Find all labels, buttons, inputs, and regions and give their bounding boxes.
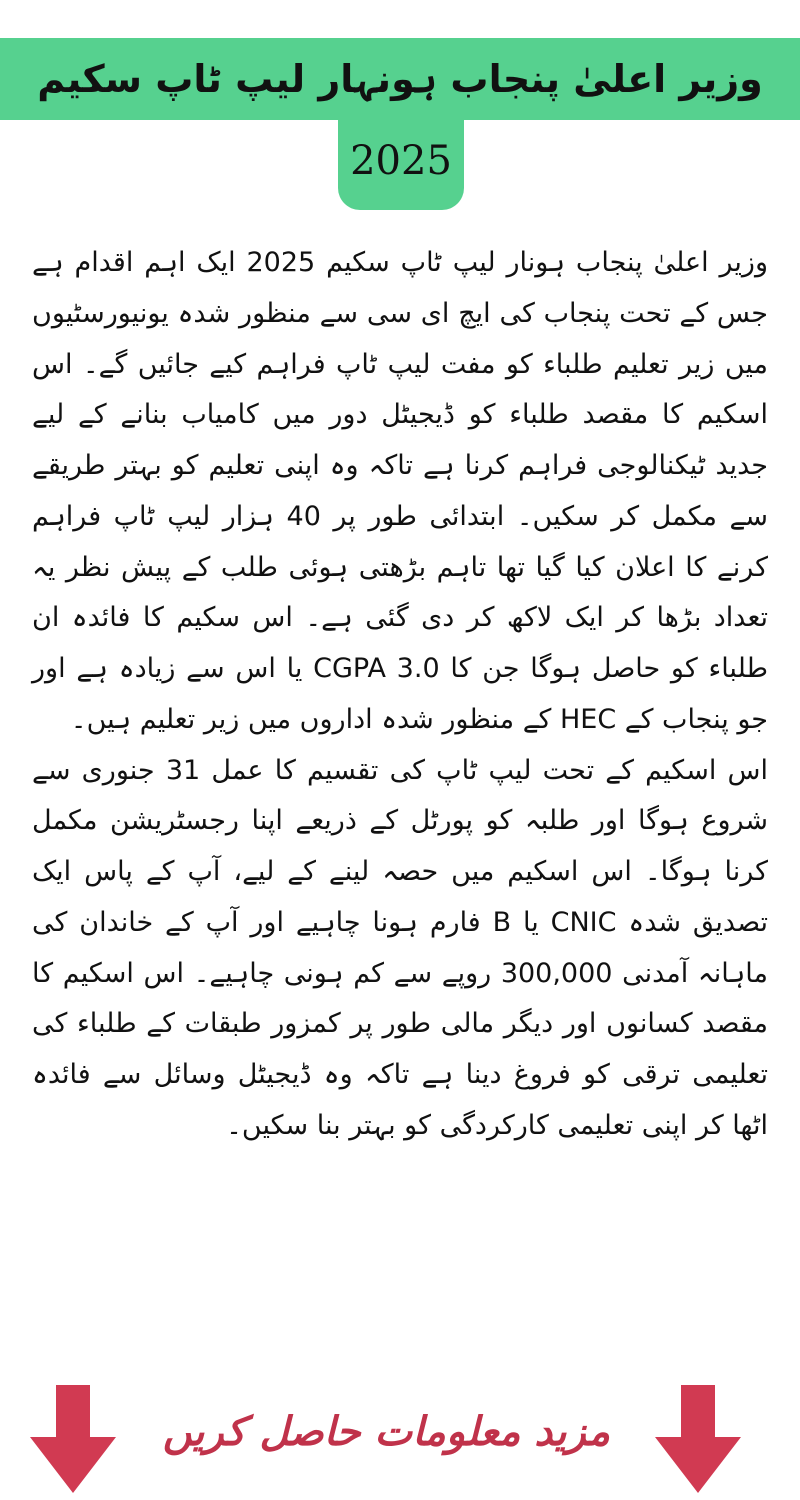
arrow-down-icon [655,1385,741,1493]
page-title-year: 2025 [350,138,452,184]
page-title: وزیر اعلیٰ پنجاب ہونہار لیپ ٹاپ سکیم [37,57,763,101]
title-banner [0,38,800,120]
more-info-link[interactable]: مزید معلومات حاصل کریں [162,1408,610,1455]
paragraph-2: اس اسکیم کے تحت لیپ ٹاپ کی تقسیم کا عمل 31 جنوری سے شروع ہوگا اور طلبہ کو پورٹل کے ذریعے اپنا رجسٹریشن مکمل کرنا ہوگا۔ اس اسکیم میں حصہ لینے کے لیے، آپ کے پاس ایک تصدیق شدہ CNIC یا B فارم ہونا چاہیے اور آپ کے خاندان کی ماہانہ آمدنی 300,000 روپے سے کم ہونی چاہیے۔ اس اسکیم کا مقصد کسانوں اور دیگر مالی طور پر کمزور طبقات کے طلباء کی تعلیمی ترقی کو فروغ دینا ہے تاکہ وہ ڈیجیٹل وسائل سے فائدہ اٹھا کر اپنی تعلیمی کارکردگی کو بہتر بنا سکیں۔ [32,754,769,1141]
arrow-down-icon [30,1385,116,1493]
paragraph-1: وزیر اعلیٰ پنجاب ہونار لیپ ٹاپ سکیم 2025 ایک اہم اقدام ہے جس کے تحت پنجاب کی ایچ ای سی سے منظور شدہ یونیورسٹیوں میں زیر تعلیم طلباء کو مفت لیپ ٹاپ فراہم کیے جائیں گے۔ اس اسکیم کا مقصد طلباء کو ڈیجیٹل دور میں کامیاب بنانے کے لیے جدید ٹیکنالوجی فراہم کرنا ہے تاکہ وہ اپنی تعلیم کو بہتر طریقے سے مکمل کر سکیں۔ ابتدائی طور پر 40 ہزار لیپ ٹاپ فراہم کرنے کا اعلان کیا گیا تھا تاہم بڑھتی ہوئی طلب کے پیش نظر یہ تعداد بڑھا کر ایک لاکھ کر دی گئی ہے۔ اس سکیم کا فائدہ ان طلباء کو حاصل ہوگا جن کا CGPA 3.0 یا اس سے زیادہ ہے اور جو پنجاب کے HEC کے منظور شدہ اداروں میں زیر تعلیم ہیں۔ [32,247,769,735]
title-year-tab [338,112,464,210]
article-body [32,238,768,1152]
